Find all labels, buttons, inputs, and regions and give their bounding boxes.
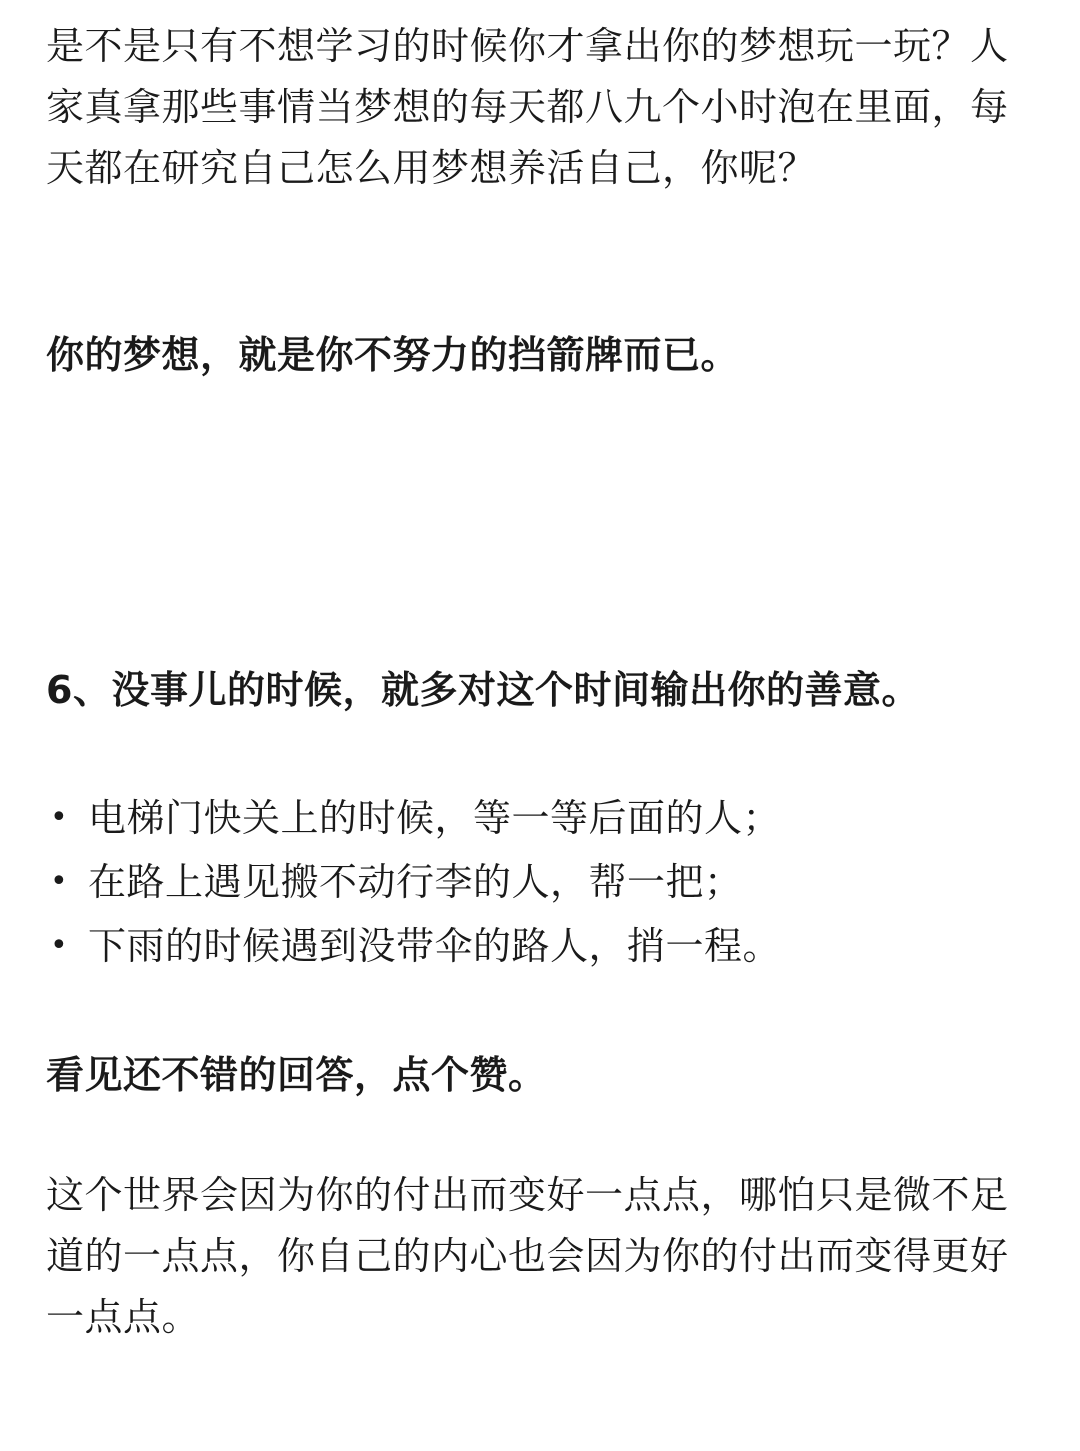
list-item xyxy=(46,850,1036,914)
bullet-icon: • xyxy=(50,928,69,963)
paragraph-world-better: 这个世界会因为你的付出而变好一点点，哪怕只是微不足道的一点点，你自己的内心也会因为你的付出而变得更好一点点。 xyxy=(46,1173,1009,1339)
list-item xyxy=(46,786,1036,850)
bold-statement-dream-shield: 你的梦想，就是你不努力的挡箭牌而已。 xyxy=(46,333,740,377)
list-item-text: 电梯门快关上的时候，等一等后面的人； xyxy=(88,796,782,840)
kindness-list xyxy=(46,786,1036,978)
list-item-text: 下雨的时候遇到没带伞的路人，捎一程。 xyxy=(88,924,782,968)
section-heading-6: 6、没事儿的时候，就多对这个时间输出你的善意。 xyxy=(46,668,920,712)
paragraph-dream-question: 是不是只有不想学习的时候你才拿出你的梦想玩一玩？人家真拿那些事情当梦想的每天都八九个小时泡在里面，每天都在研究自己怎么用梦想养活自己，你呢？ xyxy=(46,24,1009,190)
list-item xyxy=(46,914,1036,978)
bullet-icon: • xyxy=(50,864,69,899)
list-item-text: 在路上遇见搬不动行李的人，帮一把； xyxy=(88,860,743,904)
bullet-icon: • xyxy=(50,800,69,835)
bold-statement-upvote: 看见还不错的回答，点个赞。 xyxy=(46,1053,547,1097)
